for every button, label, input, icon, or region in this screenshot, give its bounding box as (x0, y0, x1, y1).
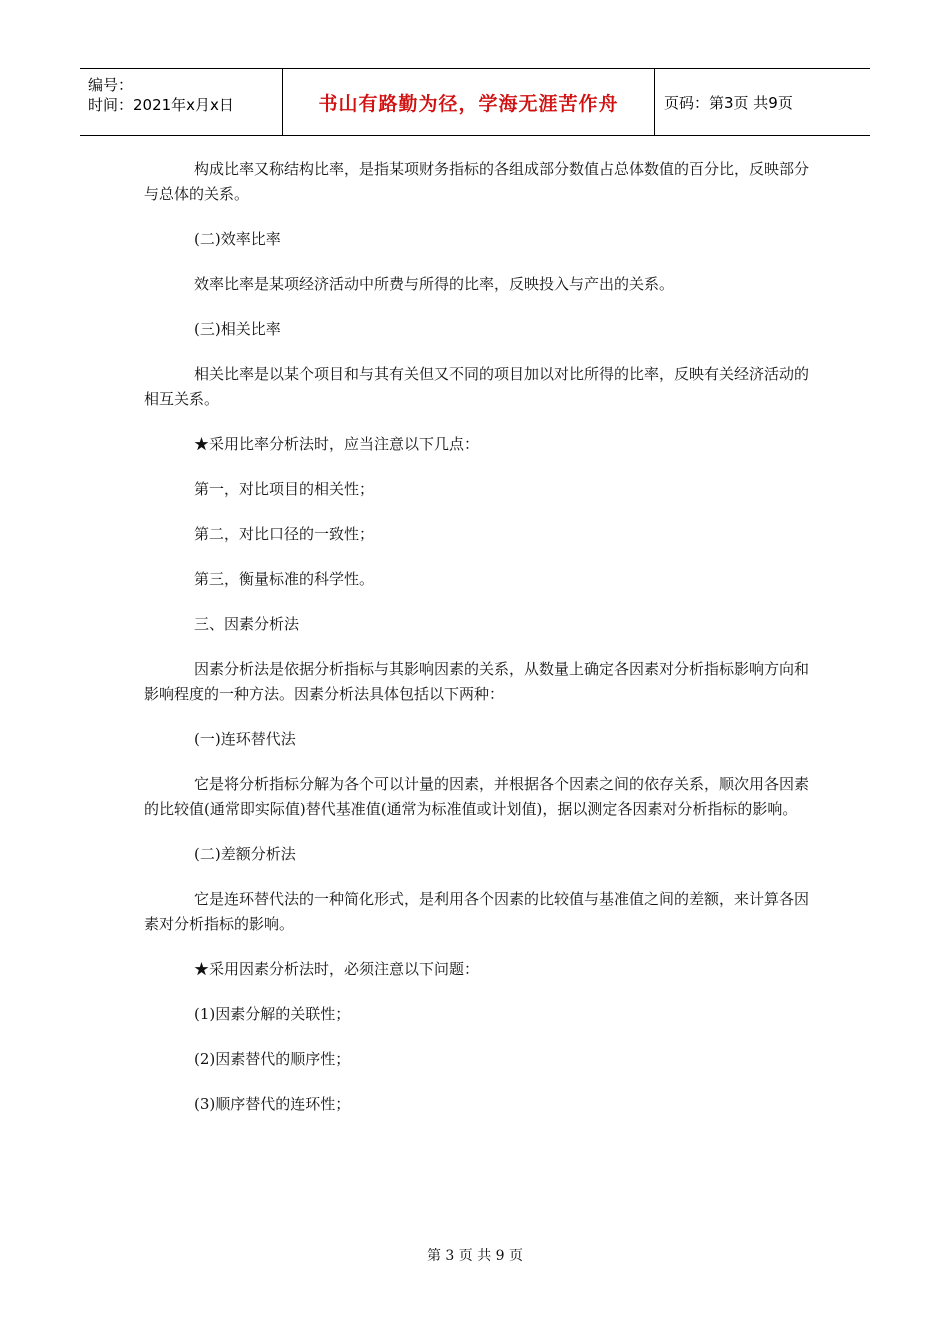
list-item: 第二，对比口径的一致性； (194, 525, 375, 543)
header-page-info: 页码：第3页 共9页 (664, 93, 793, 112)
list-item: 第三，衡量标准的科学性。 (194, 570, 375, 588)
header-divider (654, 69, 655, 135)
section-heading: (二)差额分析法 (194, 845, 296, 863)
paragraph: 效率比率是某项经济活动中所费与所得的比率，反映投入与产出的关系。 (194, 275, 675, 293)
note-heading: ★采用因素分析法时，必须注意以下问题： (194, 960, 480, 978)
section-heading: (一)连环替代法 (194, 730, 296, 748)
paragraph: 构成比率又称结构比率，是指某项财务指标的各组成部分数值占总体数值的百分比，反映部分与总体的关系。 (144, 160, 810, 203)
section-heading: (三)相关比率 (194, 320, 281, 338)
section-heading: 三、因素分析法 (194, 615, 300, 633)
header-motto: 书山有路勤为径，学海无涯苦作舟 (318, 92, 619, 115)
number-label: 编号： (88, 76, 134, 94)
header-meta (88, 75, 234, 115)
list-item: (2)因素替代的顺序性； (194, 1050, 351, 1068)
paragraph: 相关比率是以某个项目和与其有关但又不同的项目加以对比所得的比率，反映有关经济活动的相互关系。 (144, 365, 810, 408)
paragraph: 因素分析法是依据分析指标与其影响因素的关系，从数量上确定各因素对分析指标影响方向和影响程度的一种方法。因素分析法具体包括以下两种： (144, 660, 810, 703)
list-item: (3)顺序替代的连环性； (194, 1095, 351, 1113)
page-footer: 第 3 页 共 9 页 (426, 1248, 524, 1264)
paragraph: 它是将分析指标分解为各个可以计量的因素，并根据各个因素之间的依存关系，顺次用各因素的比较值(通常即实际值)替代基准值(通常为标准值或计划值)，据以测定各因素对分析指标的影响。 (144, 775, 810, 818)
note-heading: ★采用比率分析法时，应当注意以下几点： (194, 435, 480, 453)
section-heading: (二)效率比率 (194, 230, 281, 248)
time-label: 时间：2021年x月x日 (88, 96, 234, 114)
list-item: 第一，对比项目的相关性； (194, 480, 375, 498)
document-body (144, 157, 809, 1137)
paragraph: 它是连环替代法的一种简化形式，是利用各个因素的比较值与基准值之间的差额，来计算各因素对分析指标的影响。 (144, 890, 810, 933)
list-item: (1)因素分解的关联性； (194, 1005, 351, 1023)
page-header (80, 68, 870, 136)
